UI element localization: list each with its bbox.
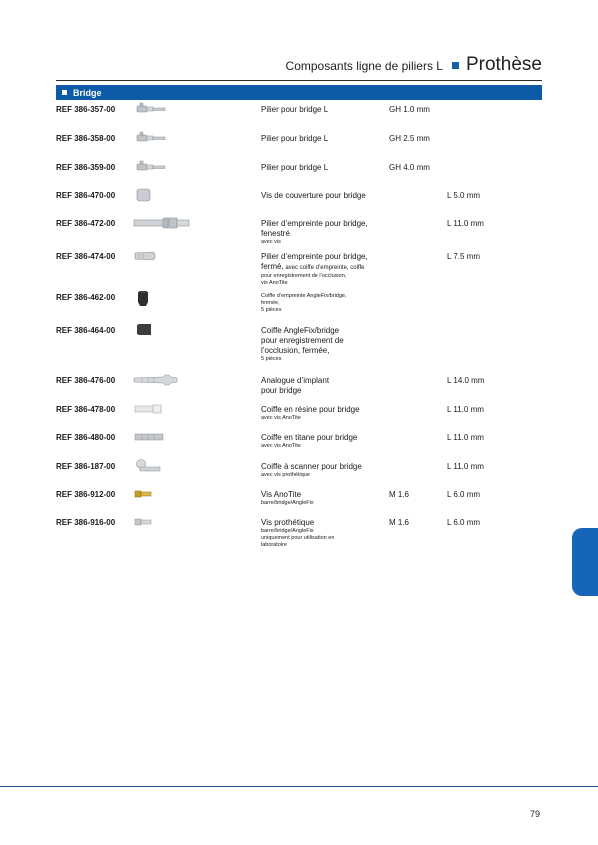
description-text: fermé, xyxy=(261,262,284,271)
product-ref: REF 386-912-00 xyxy=(56,490,116,499)
description-note: avec vis xyxy=(261,239,281,245)
product-description xyxy=(261,433,391,450)
product-ref: REF 386-480-00 xyxy=(56,433,116,442)
product-spec: GH 1.0 mm xyxy=(389,105,430,114)
product-ref: REF 386-916-00 xyxy=(56,518,116,527)
product-ref: REF 386-359-00 xyxy=(56,163,116,172)
description-note: laboratoire xyxy=(261,542,287,548)
description-line: Vis prothétique xyxy=(261,518,315,527)
abutment-icon xyxy=(133,131,169,145)
anotite-screw-icon xyxy=(133,487,169,501)
header-title: Prothèse xyxy=(465,54,542,75)
description-line: Pilier pour bridge L xyxy=(261,163,329,172)
description-line: Pilier d’empreinte pour bridge, xyxy=(261,219,368,228)
product-length: L 11.0 mm xyxy=(447,405,484,414)
abutment-icon xyxy=(133,160,169,174)
titanium-cap-icon xyxy=(133,430,169,444)
description-note: barre/bridge/AngleFix xyxy=(261,528,314,534)
product-description xyxy=(261,376,391,396)
description-line: Vis de couverture pour bridge xyxy=(261,191,366,200)
footer-rule xyxy=(0,786,598,787)
product-length: L 6.0 mm xyxy=(447,490,481,499)
product-ref: REF 386-358-00 xyxy=(56,134,116,143)
product-description xyxy=(261,191,391,201)
description-note: 5 pièces xyxy=(261,307,282,313)
description-note: barre/bridge/AngleFix xyxy=(261,500,314,506)
description-line: Vis AnoTite xyxy=(261,490,302,499)
product-length: L 5.0 mm xyxy=(447,191,481,200)
product-spec: GH 4.0 mm xyxy=(389,163,430,172)
description-note: vis AnoTite xyxy=(261,280,288,286)
product-ref: REF 386-464-00 xyxy=(56,326,116,335)
impression-post-icon xyxy=(133,216,191,230)
product-length: L 7.5 mm xyxy=(447,252,481,261)
product-length: L 11.0 mm xyxy=(447,219,484,228)
description-note: uniquement pour utilisation en xyxy=(261,535,335,541)
page-number: 79 xyxy=(529,809,540,819)
description-line: Pilier pour bridge L xyxy=(261,134,329,143)
description-line: Pilier pour bridge L xyxy=(261,105,329,114)
product-description xyxy=(261,462,391,479)
product-description xyxy=(261,105,391,115)
product-length: L 6.0 mm xyxy=(447,518,481,527)
description-note: avec vis AnoTite xyxy=(261,415,301,421)
description-line-2 xyxy=(261,262,391,273)
product-spec: M 1.6 xyxy=(389,490,410,499)
resin-cap-icon xyxy=(133,402,169,416)
scan-cap-icon xyxy=(133,459,169,473)
product-ref: REF 386-462-00 xyxy=(56,293,116,302)
description-line: pour enregistrement de xyxy=(261,336,344,345)
description-line: Analogue d’implant xyxy=(261,376,330,385)
description-line: l’occlusion, fermée, xyxy=(261,346,330,355)
product-description xyxy=(261,252,391,287)
analog-icon xyxy=(133,373,179,387)
description-note: fermée, xyxy=(261,300,280,306)
description-note: avec vis AnoTite xyxy=(261,443,301,449)
description-note: Coiffe d’empreinte AngleFix/bridge, xyxy=(261,293,347,299)
impression-post-closed-icon xyxy=(133,249,169,263)
product-description xyxy=(261,134,391,144)
description-note: avec vis prothétique xyxy=(261,472,310,478)
cover-screw-icon xyxy=(133,188,169,202)
product-length: L 14.0 mm xyxy=(447,376,485,385)
description-line: Coiffe en résine pour bridge xyxy=(261,405,360,414)
product-description xyxy=(261,163,391,173)
description-line: pour bridge xyxy=(261,386,302,395)
abutment-icon xyxy=(133,102,169,116)
description-line: Pilier d’empreinte pour bridge, xyxy=(261,252,368,261)
product-ref: REF 386-472-00 xyxy=(56,219,116,228)
product-description xyxy=(261,219,391,246)
product-description xyxy=(261,405,391,422)
description-inline-note: avec coiffe d’empreinte, coiffe xyxy=(283,265,365,271)
product-spec: M 1.6 xyxy=(389,518,410,527)
product-ref: REF 386-478-00 xyxy=(56,405,116,414)
product-description xyxy=(261,326,391,363)
section-label: Bridge xyxy=(73,87,102,98)
product-ref: REF 386-474-00 xyxy=(56,252,116,261)
product-length: L 11.0 mm xyxy=(447,433,484,442)
product-ref: REF 386-187-00 xyxy=(56,462,116,471)
product-description xyxy=(261,293,391,314)
product-description xyxy=(261,490,391,507)
bite-cap-icon xyxy=(133,323,169,337)
description-line: Coiffe AngleFix/bridge xyxy=(261,326,340,335)
header-subtitle: Composants ligne de piliers L xyxy=(285,59,443,73)
description-line: Coiffe à scanner pour bridge xyxy=(261,462,362,471)
impression-cap-icon xyxy=(133,290,169,308)
product-ref: REF 386-476-00 xyxy=(56,376,116,385)
description-note: pour enregistrement de l’occlusion, xyxy=(261,273,347,279)
prosthetic-screw-icon xyxy=(133,515,169,529)
description-line: Coiffe en titane pour bridge xyxy=(261,433,358,442)
product-spec: GH 2.5 mm xyxy=(389,134,430,143)
chapter-tab xyxy=(572,528,598,596)
description-line: fenestré xyxy=(261,229,290,238)
product-ref: REF 386-357-00 xyxy=(56,105,116,114)
product-ref: REF 386-470-00 xyxy=(56,191,116,200)
description-note: 5 pièces xyxy=(261,356,282,362)
product-length: L 11.0 mm xyxy=(447,462,484,471)
product-description xyxy=(261,518,391,549)
